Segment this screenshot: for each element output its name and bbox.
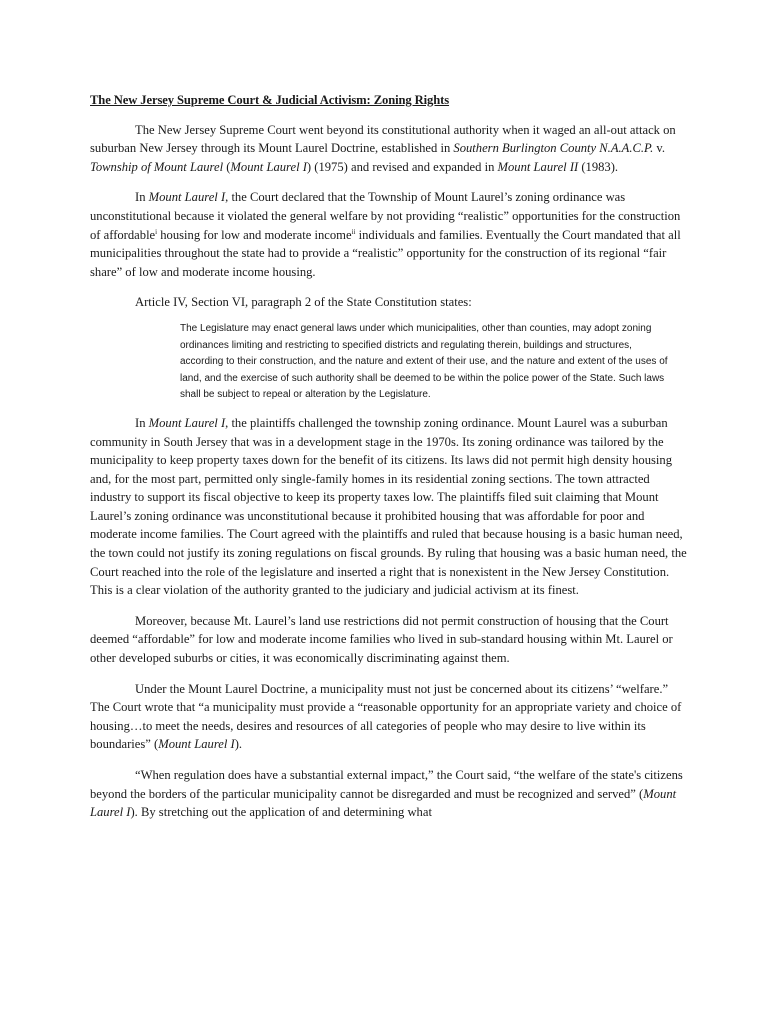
paragraph-constitution-intro: Article IV, Section VI, paragraph 2 of the State Constitution states: [135,295,472,310]
text-run: (1983). [578,159,619,174]
case-name: Mount Laurel I [230,159,307,174]
text-run: v. [653,141,666,156]
text-run: The New Jersey Supreme Court went beyond its constitutional authority when it waged an all-out attack on suburban New Jersey through its Mount Laurel Doctrine, established in [90,122,676,156]
case-name: Mount Laurel I [158,737,235,752]
paragraph-plaintiffs-challenge [90,414,690,600]
text-run: “When regulation does have a substantial external impact,” the Court said, “the welfare of the state's citizens beyond the borders of the particular municipality cannot be disregarded and must be recognized and served” ( [90,768,683,801]
text-run: , the plaintiffs challenged the township zoning ordinance. Mount Laurel was a suburban community in South Jersey that was in a development stage in the 1970s. Its zoning ordinance was tailored by the municipality to keep property taxes down for the benefit of its citizens. Its laws did not permit high density housing and, for the most part, permitted only single-family homes in its residential zoning sections. The town attracted industry to support its fiscal objective to keep its property taxes low. The plaintiffs filed suit claiming that Mount Laurel’s zoning ordinance was unconstitutional because it prohibited housing that was affordable for poor and moderate income families. The Court agreed with the plaintiffs and ruled that because housing is a basic human need, the town could not justify its zoning regulations on fiscal grounds. By ruling that housing was a basic human need, the Court reached into the role of the legislature and inserted a right that is nonexistent in the New Jersey Constitution. This is a clear violation of the authority granted to the judiciary and judicial activism at its finest. [90,415,687,598]
case-name: Mount Laurel I [90,786,677,820]
text-run: Under the Mount Laurel Doctrine, a municipality must not just be concerned about its citizens’ “welfare.” The Court wrote that “a municipality must provide a “reasonable opportunity for an appropriate variety and choice of housing…to meet the needs, desires and resources of all categories of people who may desire to live within its boundaries” ( [90,681,682,752]
text-run: individuals and families. Eventually the Court mandated that all municipalities throughout the state had to provide a “realistic” opportunity for the construction of its regional “fair share” of low and moderate income housing. [90,227,681,279]
block-quote-constitution: The Legislature may enact general laws under which municipalities, other than counties, may adopt zoning ordinances limiting and restricting to specified districts and regulating therein, buildings and structures, according to their construction, and the nature and extent of their use, and the nature and extent of the uses of land, and the exercise of such authority shall be deemed to be within the police power of the State. Such laws shall be subject to repeal or alteration by the Legislature. [180,322,668,401]
footnote-marker[interactable]: i [155,227,158,236]
paragraph-land-use-restrictions: Moreover, because Mt. Laurel’s land use restrictions did not permit construction of housing that the Court deemed “affordable” for low and moderate income families who lived in sub-standard housing within Mt. Laurel or other developed suburbs or cities, it was economically discriminating against them. [90,613,673,666]
text-run: ). [234,737,243,752]
paragraph-external-impact [90,766,690,822]
text-run: In [135,415,149,430]
text-run: , the Court declared that the Township of Mount Laurel’s zoning ordinance was unconstitutional because it violated the general welfare by not providing “realistic” opportunities for the construction of affordable [90,190,681,242]
footnote-marker[interactable]: ii [351,227,356,236]
text-run: ) (1975) and revised and expanded in [306,159,498,174]
text-run: housing for low and moderate income [157,227,352,242]
text-run: ( [223,159,231,174]
case-name: Mount Laurel II [497,159,579,174]
paragraph-mount-laurel-declaration [90,188,690,281]
case-name: Mount Laurel I [148,415,226,430]
case-name: Township of Mount Laurel [90,159,224,174]
text-run: In [135,190,149,205]
case-name: Mount Laurel I [148,190,226,205]
case-name: Southern Burlington County N.A.A.C.P. [453,141,654,156]
document-title: The New Jersey Supreme Court & Judicial Activism: Zoning Rights [90,93,450,107]
paragraph-intro [90,121,690,177]
text-run: ). By stretching out the application of and determining what [130,805,432,820]
paragraph-doctrine-welfare [90,680,690,754]
